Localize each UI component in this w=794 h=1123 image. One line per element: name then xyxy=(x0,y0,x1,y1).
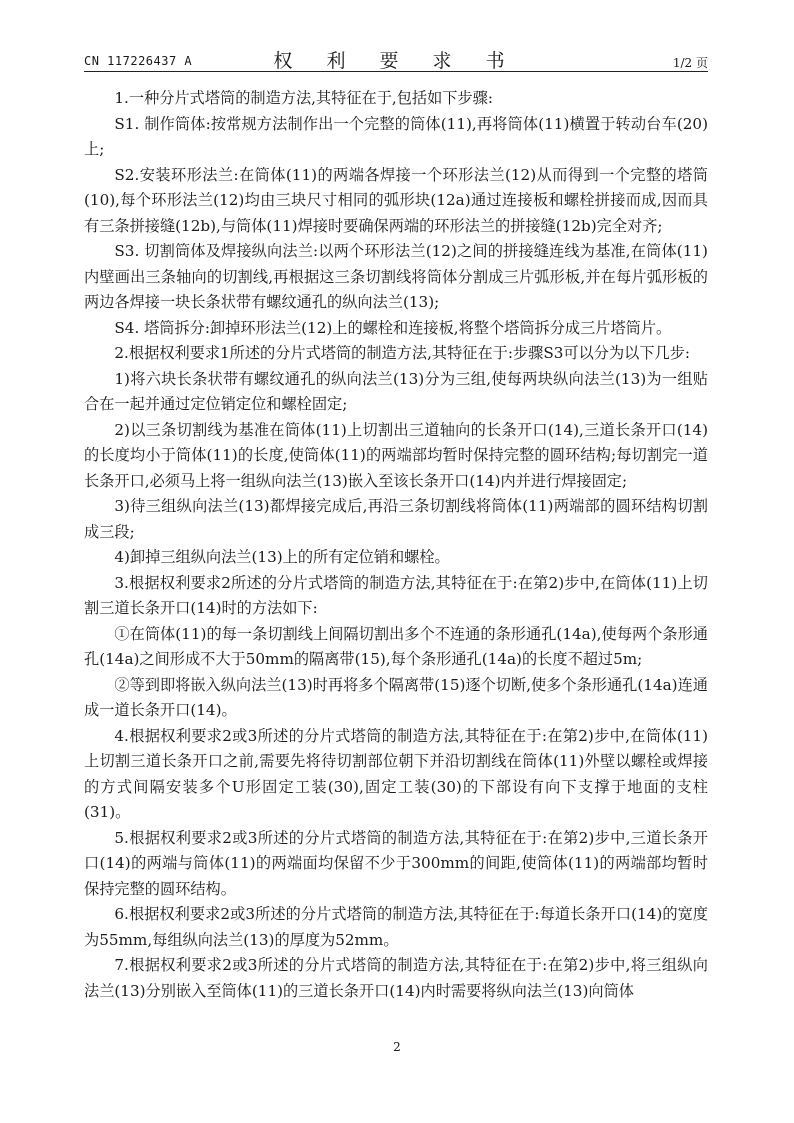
claims-body xyxy=(84,86,708,1004)
claim-3-intro: 3.根据权利要求2所述的分片式塔筒的制造方法,其特征在于:在第2)步中,在筒体(11)上切割三道长条开口(14)时的方法如下: xyxy=(84,573,708,617)
claim-3-item-1: ①在筒体(11)的每一条切割线上间隔切割出多个不连通的条形通孔(14a),使每两个条形通孔(14a)之间形成不大于50mm的隔离带(15),每个条形通孔(14a)的长度不超过5m; xyxy=(84,624,708,668)
claim-1-step-s1: S1. 制作筒体:按常规方法制作出一个完整的筒体(11),再将筒体(11)横置于转动台车(20)上; xyxy=(84,114,708,158)
claim-2-step-3: 3)待三组纵向法兰(13)都焊接完成后,再沿三条切割线将筒体(11)两端部的圆环结构切割成三段; xyxy=(84,497,708,541)
claim-2-intro: 2.根据权利要求1所述的分片式塔筒的制造方法,其特征在于:步骤S3可以分为以下几步: xyxy=(114,344,691,362)
claim-7: 7.根据权利要求2或3所述的分片式塔筒的制造方法,其特征在于:在第2)步中,将三组纵向法兰(13)分别嵌入至筒体(11)的三道长条开口(14)内时需要将纵向法兰(13)向筒体 xyxy=(84,956,708,1000)
claim-2-step-2: 2)以三条切割线为基准在筒体(11)上切割出三道轴向的长条开口(14),三道长条开口(14)的长度均小于筒体(11)的长度,使筒体(11)的两端部均暂时保持完整的圆环结构;每切割完一道长条开口,必须马上将一组纵向法兰(13)嵌入至该长条开口(14)内并进行焊接固定; xyxy=(84,420,708,490)
claim-6: 6.根据权利要求2或3所述的分片式塔筒的制造方法,其特征在于:每道长条开口(14)的宽度为55mm,每组纵向法兰(13)的厚度为52mm。 xyxy=(84,905,708,949)
page-number: 2 xyxy=(393,1040,401,1054)
claim-1-step-s4: S4. 塔筒拆分:卸掉环形法兰(12)上的螺栓和连接板,将整个塔筒拆分成三片塔筒片。 xyxy=(114,318,672,337)
claim-3-item-2: ②等到即将嵌入纵向法兰(13)时再将多个隔离带(15)逐个切断,使多个条形通孔(14a)连通成一道长条开口(14)。 xyxy=(84,675,708,719)
claim-1-step-s3: S3. 切割筒体及焊接纵向法兰:以两个环形法兰(12)之间的拼接缝连线为基准,在筒体(11)内壁画出三条轴向的切割线,再根据这三条切割线将筒体分割成三片弧形板,并在每片弧形板的两边各焊接一块长条状带有螺纹通孔的纵向法兰(13); xyxy=(84,242,708,311)
claim-1-intro: 1.一种分片式塔筒的制造方法,其特征在于,包括如下步骤: xyxy=(114,89,493,107)
header-rule xyxy=(84,71,708,72)
claim-5: 5.根据权利要求2或3所述的分片式塔筒的制造方法,其特征在于:在第2)步中,三道长条开口(14)的两端与筒体(11)的两端面均保留不少于300mm的间距,使筒体(11)的两端部均暂时保持完整的圆环结构。 xyxy=(84,828,708,898)
claim-1-step-s2: S2.安装环形法兰:在筒体(11)的两端各焊接一个环形法兰(12)从而得到一个完整的塔筒(10),每个环形法兰(12)均由三块尺寸相同的弧形块(12a)通过连接板和螺栓拼接而成,因而具有三条拼接缝(12b),与筒体(11)焊接时要确保两端的环形法兰的拼接缝(12b)完全对齐; xyxy=(84,165,708,235)
page-header xyxy=(84,44,708,72)
claim-2-step-1: 1)将六块长条状带有螺纹通孔的纵向法兰(13)分为三组,使每两块纵向法兰(13)为一组贴合在一起并通过定位销定位和螺栓固定; xyxy=(84,369,708,413)
document-number: CN 117226437 A xyxy=(84,54,193,68)
document-title: 权 利 要 求 书 xyxy=(273,50,519,72)
page-indicator: 1/2 页 xyxy=(672,56,708,70)
claim-2-step-4: 4)卸掉三组纵向法兰(13)上的所有定位销和螺栓。 xyxy=(114,548,450,566)
claim-4: 4.根据权利要求2或3所述的分片式塔筒的制造方法,其特征在于:在第2)步中,在筒体(11)上切割三道长条开口之前,需要先将待切割部位朝下并沿切割线在筒体(11)外壁以螺栓或焊接的方式间隔安装多个U形固定工装(30),固定工装(30)的下部设有向下支撑于地面的支柱(31)。 xyxy=(84,726,708,821)
